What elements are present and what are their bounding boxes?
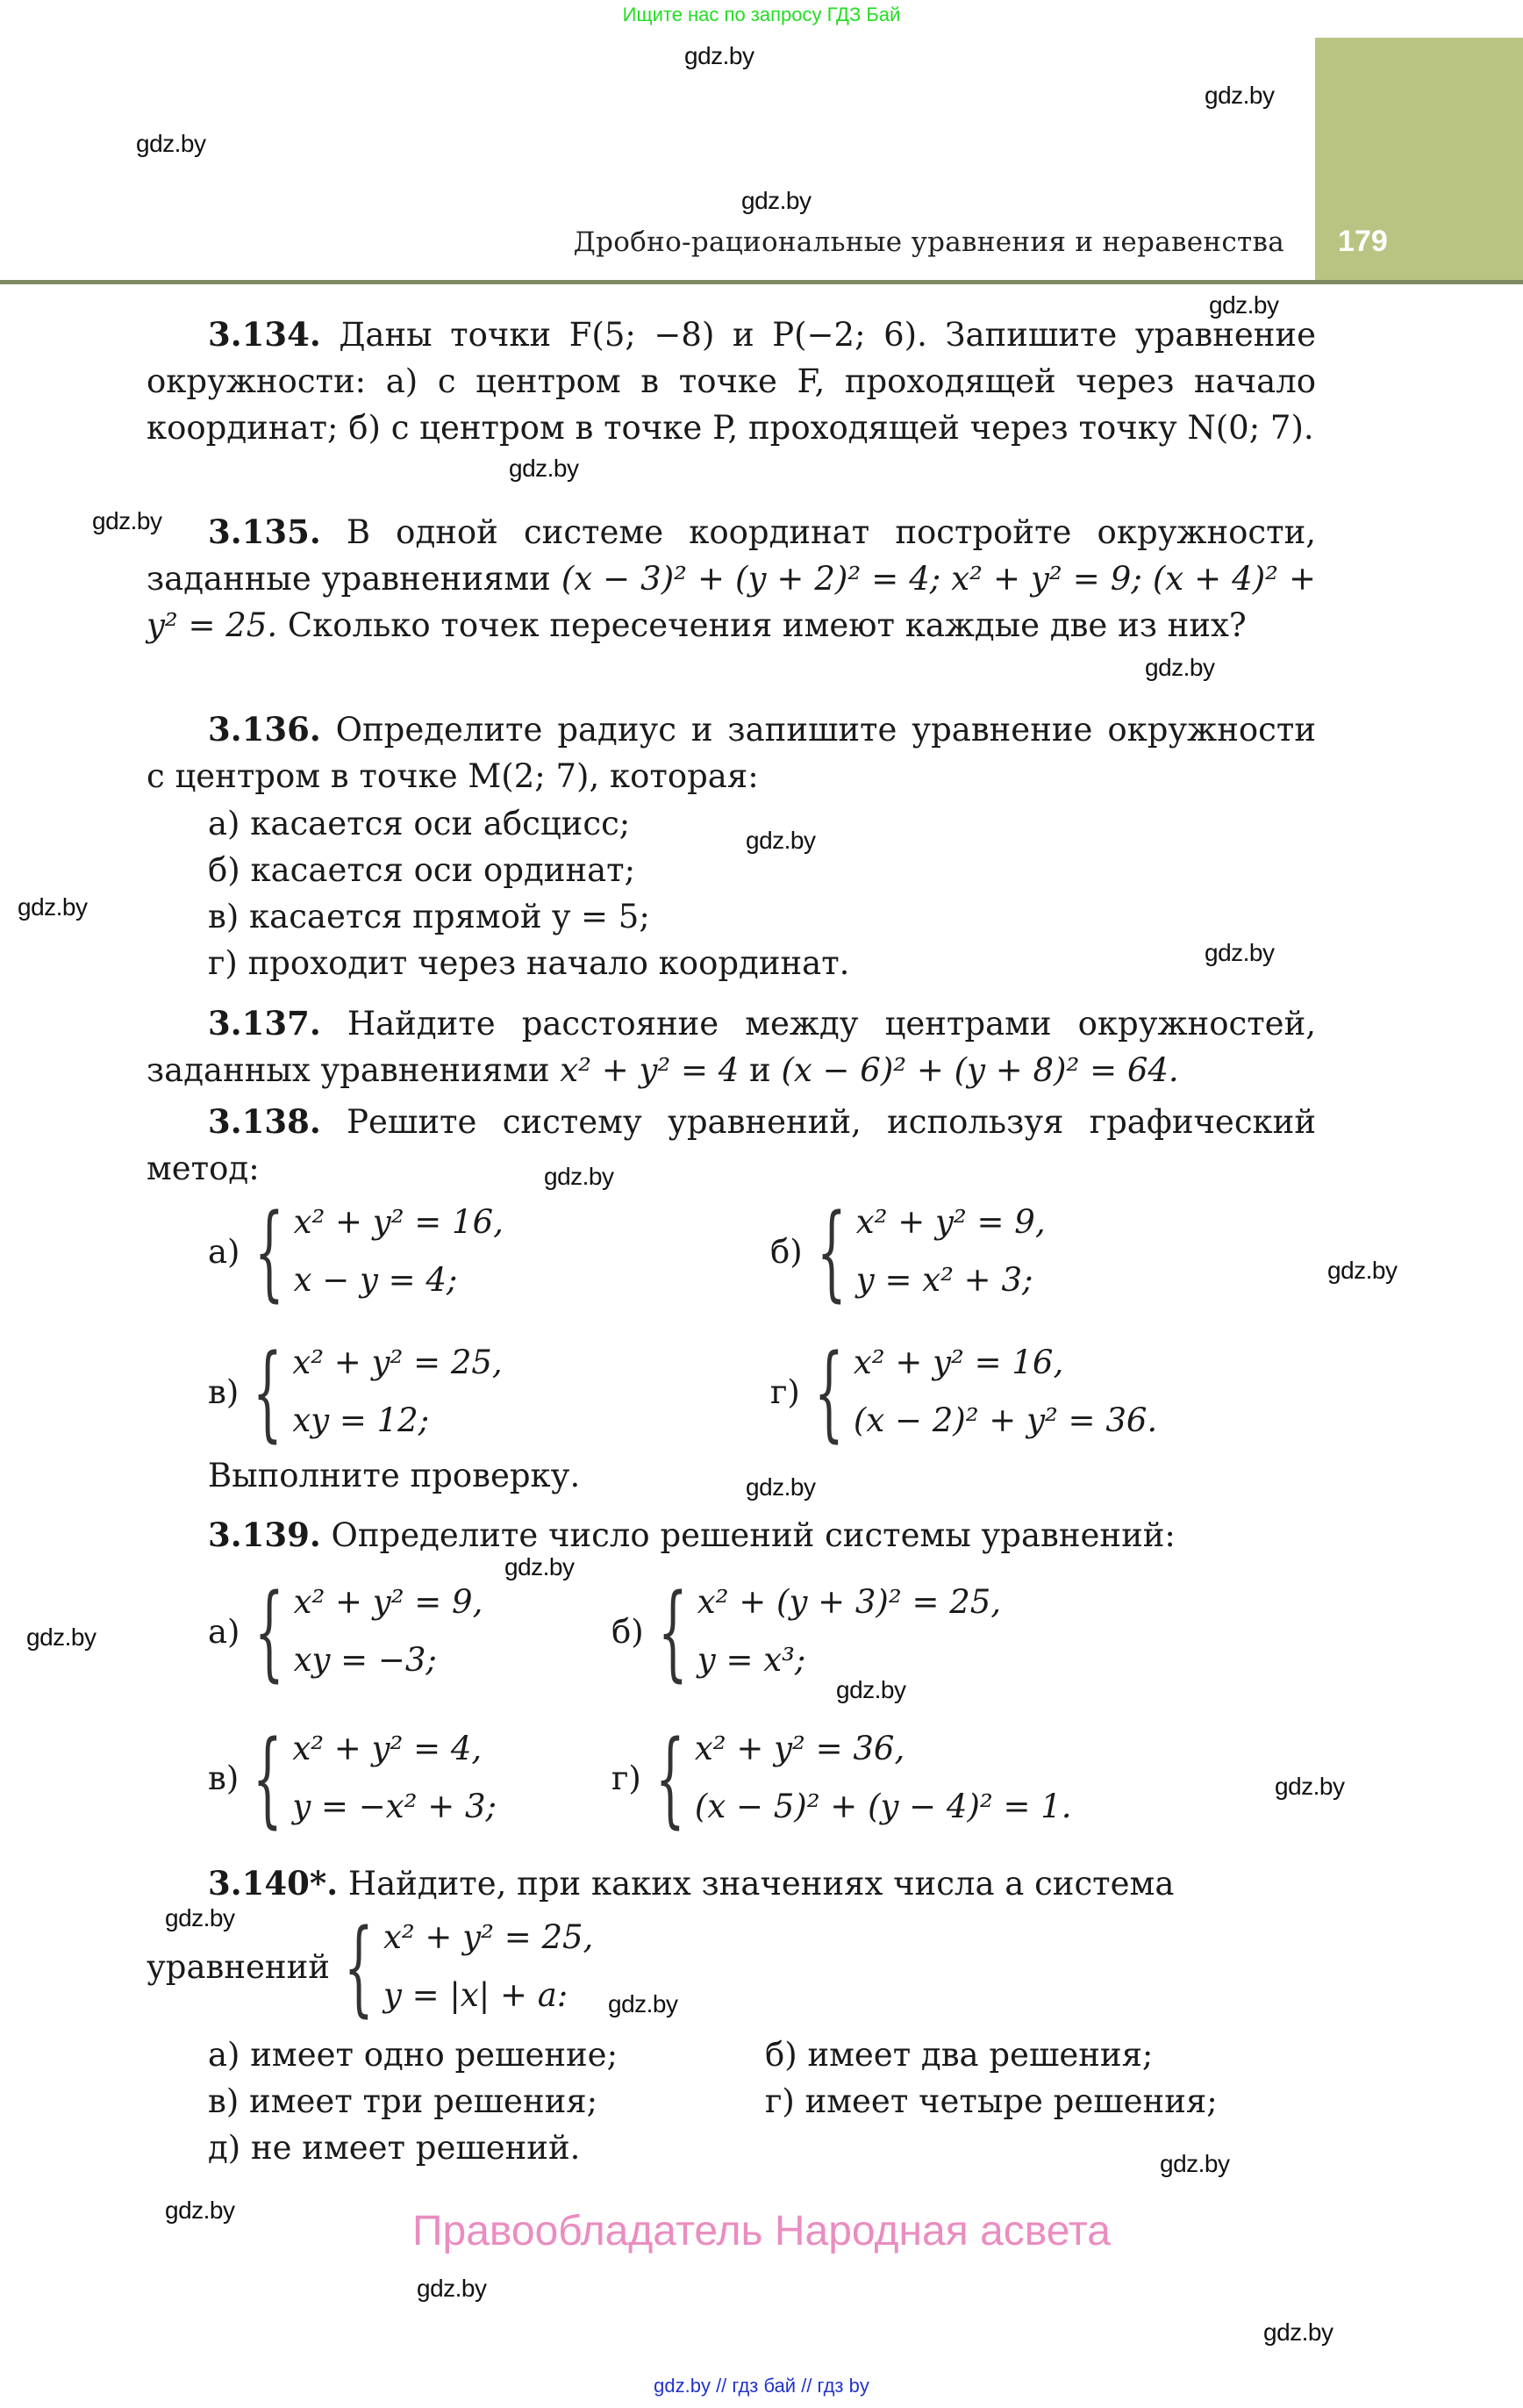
watermark: gdz.by [136,130,206,157]
equation: y = x² + 3; [855,1261,1033,1299]
watermark: gdz.by [1205,82,1275,109]
equation: x² + y² = 4 [560,1051,740,1089]
problem-number: 3.136. [208,710,321,749]
list-item: д) не имеет решений. [208,2129,581,2167]
problem-3-138 [147,1099,1316,1192]
equation: x² + y² = 16, [853,1344,1064,1381]
list-item: в) касается прямой y = 5; [208,898,650,935]
list-item: а) имеет одно решение; [208,2036,618,2074]
list-item: в) имеет три решения; [208,2082,598,2120]
equation: x² + y² = 9, [855,1203,1046,1241]
equation: xy = −3; [293,1641,437,1679]
watermark: gdz.by [26,1623,97,1651]
equation: x² + y² = 25, [292,1344,503,1381]
brace-icon: { [253,1717,283,1838]
problem-text: В одной системе координат постройте окружности, заданные уравнениями [147,513,1316,598]
item-label: а) [208,1232,240,1271]
list-item: г) проходит через начало координат. [208,944,850,982]
chapter-title: Дробно-рациональные уравнения и неравенства [573,226,1284,258]
system-lead: уравнений [147,1947,330,1986]
item-label: б) [611,1612,644,1651]
equation: x² + y² = 4, [292,1730,483,1767]
brace-icon: { [813,1331,844,1452]
watermark: gdz.by [18,893,88,921]
problem-3-137 [147,1000,1316,1093]
problem-text: Найдите, при каких значениях числа a система [347,1865,1175,1903]
watermark: gdz.by [1205,939,1275,966]
problem-number: 3.134. [208,315,321,354]
list-item: г) имеет четыре решения; [765,2082,1218,2120]
footer-links[interactable]: gdz.by // гдз бай // гдз by [654,2375,869,2397]
equation: y = −x² + 3; [292,1788,497,1825]
problem-number: 3.140*. [208,1864,339,1903]
problem-number: 3.135. [208,512,321,551]
watermark: gdz.by [746,1473,816,1501]
brace-icon: { [254,1191,284,1312]
item-label: а) [208,1612,240,1651]
brace-icon: { [253,1331,283,1452]
system-g [611,1717,1072,1838]
item-label: г) [770,1372,800,1411]
system-g [770,1331,1158,1452]
watermark: gdz.by [746,827,816,854]
problem-3-136 [147,706,1316,799]
equation: x² + y² = 25, [383,1918,594,1956]
brace-icon: { [254,1571,284,1692]
problem-text: Определите число решений системы уравнений: [331,1516,1176,1554]
equation: (x − 3)² + (y + 2)² = 4; [561,560,941,598]
watermark: gdz.by [165,2197,235,2224]
item-label: в) [208,1759,240,1797]
watermark: gdz.by [165,1904,235,1931]
problem-3-140 [147,1860,1316,1907]
equation: (x − 5)² + (y − 4)² = 1. [694,1788,1072,1825]
problem-3-134 [147,312,1316,451]
equation: x² + y² = 16, [293,1203,504,1241]
problem-text: Найдите расстояние между центрами окружностей, заданных уравнениями [147,1005,1316,1089]
search-banner[interactable]: Ищите нас по запросу ГДЗ Бай [622,4,901,25]
page-number: 179 [1338,225,1388,258]
system-v [208,1331,503,1452]
watermark: gdz.by [504,1553,575,1580]
watermark: gdz.by [684,42,754,69]
equation: (x + 4)² + y² = 25. [147,560,1317,644]
watermark: gdz.by [92,507,162,534]
brace-icon: { [657,1571,688,1692]
list-item: а) касается оси абсцисс; [208,805,631,842]
list-item: б) касается оси ординат; [208,851,636,889]
system-b [770,1191,1046,1312]
header-divider [0,280,1523,284]
conjunction: и [749,1051,771,1089]
item-label: г) [611,1759,641,1797]
problem-number: 3.138. [208,1102,321,1141]
watermark: gdz.by [509,455,579,482]
system-v [208,1717,497,1838]
problem-number: 3.139. [208,1516,321,1554]
equation: x² + y² = 9, [293,1583,483,1621]
watermark: gdz.by [1263,2318,1334,2346]
equation: xy = 12; [292,1401,430,1439]
equation: x² + y² = 36, [694,1730,905,1767]
problem-number: 3.137. [208,1004,321,1043]
watermark: gdz.by [1327,1257,1398,1284]
watermark: gdz.by [836,1676,906,1703]
watermark: gdz.by [1145,654,1215,681]
check-note: Выполните проверку. [208,1457,581,1494]
equation: x² + (y + 3)² = 25, [697,1583,1002,1621]
equation: (x − 2)² + y² = 36. [853,1401,1158,1439]
equation: (x − 6)² + (y + 8)² = 64. [781,1051,1179,1089]
item-label: в) [208,1372,240,1411]
problem-3-139 [147,1512,1316,1559]
brace-icon: { [343,1906,374,2027]
brace-icon: { [816,1191,847,1312]
copyright-notice: Правообладатель Народная асвета [412,2208,1111,2254]
watermark: gdz.by [608,1990,678,2017]
equation: y = x³; [697,1641,806,1679]
watermark: gdz.by [1275,1773,1345,1800]
problem-text: Решите систему уравнений, используя графический метод: [147,1103,1317,1187]
watermark: gdz.by [741,187,812,214]
watermark: gdz.by [1209,291,1279,319]
brace-icon: { [654,1717,685,1838]
problem-3-135 [147,509,1316,649]
problem-text: Определите радиус и запишите уравнение окружности с центром в точке M(2; 7), которая: [147,711,1316,795]
watermark: gdz.by [417,2275,487,2302]
equation: x² + y² = 9; [951,560,1142,598]
equation: y = |x| + a: [383,1976,568,2014]
watermark: gdz.by [1160,2150,1230,2177]
item-label: б) [770,1232,803,1271]
list-item: б) имеет два решения; [765,2036,1154,2074]
problem-text: Даны точки F(5; −8) и P(−2; 6). Запишите уравнение окружности: а) с центром в точке F, проходящей через начало координат; б) с центром в точке P, проходящей через точку N(0; 7). [147,316,1316,447]
problem-text: Сколько точек пересечения имеют каждые две из них? [287,606,1247,644]
watermark: gdz.by [544,1163,614,1190]
system-main [147,1906,594,2027]
system-a [208,1191,504,1312]
equation: x − y = 4; [293,1261,458,1299]
system-a [208,1571,483,1692]
